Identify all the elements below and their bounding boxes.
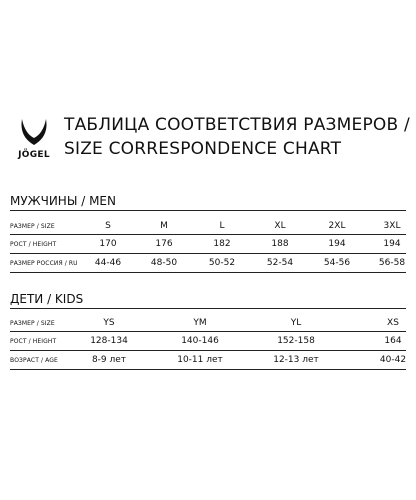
men-section-title: МУЖЧИНЫ / MEN [10,194,116,208]
kids-row-divider [10,350,406,351]
kids-age-cell: 40-42 [379,355,407,365]
kids-row-label: РАЗМЕР / SIZE [10,320,55,327]
men-height-cell: 194 [328,239,346,249]
kids-row-size [10,318,406,332]
kids-size-cell: XS [387,318,399,328]
men-height-cell: 188 [271,239,289,249]
men-row-label: РАЗМЕР РОССИЯ / RU [10,260,78,267]
men-size-cell: 2XL [328,221,346,231]
men-size-cell: L [219,221,225,231]
kids-size-cell: YS [103,318,115,328]
men-height-cell: 170 [99,239,117,249]
men-ru-cell: 48-50 [150,258,178,268]
kids-row-label: РОСТ / HEIGHT [10,338,57,345]
kids-row-label: ВОЗРАСТ / AGE [10,357,58,364]
men-height-cell: 182 [213,239,231,249]
men-divider [10,210,406,211]
brand-name: JÖGEL [18,150,50,160]
men-ru-cell: 44-46 [94,258,122,268]
men-ru-cell: 54-56 [323,258,351,268]
kids-age-cell: 10-11 лет [177,355,223,365]
kids-height-cell: 128-134 [90,336,128,346]
men-row-divider [10,272,406,273]
kids-height-cell: 152-158 [277,336,315,346]
men-row-divider [10,234,406,235]
men-row-height [10,239,406,253]
men-row-size [10,221,406,235]
men-row-ru [10,258,406,272]
kids-row-height [10,336,406,350]
kids-size-cell: YM [193,318,207,328]
kids-size-cell: YL [290,318,302,328]
kids-height-cell: 140-146 [181,336,219,346]
men-size-cell: XL [274,221,286,231]
kids-row-divider [10,331,406,332]
men-row-label: РОСТ / HEIGHT [10,241,57,248]
page-title-line2: SIZE CORRESPONDENCE CHART [64,139,342,159]
men-height-cell: 194 [383,239,401,249]
kids-row-age [10,355,406,369]
men-size-cell: M [160,221,168,231]
men-row-label: РАЗМЕР / SIZE [10,223,55,230]
kids-divider [10,308,406,309]
kids-age-cell: 8-9 лет [91,355,127,365]
men-ru-cell: 50-52 [208,258,236,268]
men-size-cell: S [105,221,111,231]
men-size-cell: 3XL [383,221,401,231]
kids-height-cell: 164 [384,336,402,346]
men-row-divider [10,253,406,254]
men-ru-cell: 52-54 [266,258,294,268]
kids-row-divider [10,369,406,370]
page-title [64,113,410,161]
men-height-cell: 176 [155,239,173,249]
kids-age-cell: 12-13 лет [273,355,319,365]
men-ru-cell: 56-58 [378,258,406,268]
page-title-line1: ТАБЛИЦА СООТВЕТСТВИЯ РАЗМЕРОВ / [64,115,410,135]
kids-section-title: ДЕТИ / KIDS [10,292,84,306]
